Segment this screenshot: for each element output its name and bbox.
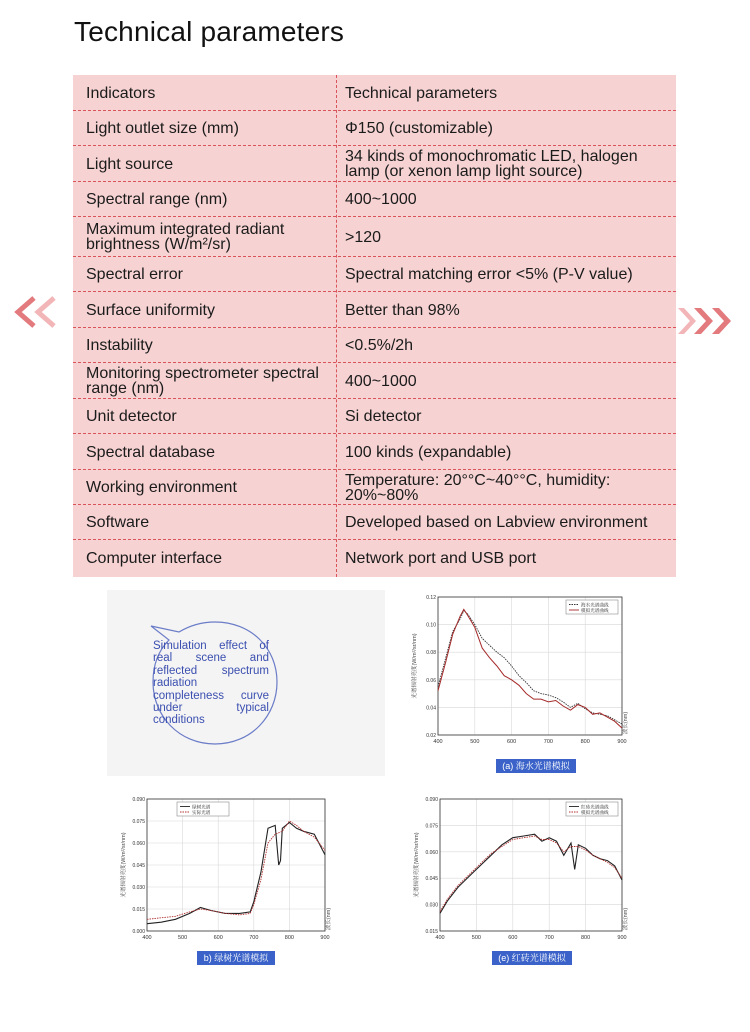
plot-frame xyxy=(440,799,622,931)
chart-red-brick xyxy=(396,793,638,971)
x-tick-label: 500 xyxy=(470,739,480,745)
indicator-label: Light source xyxy=(86,155,174,173)
x-axis-label: 波长(nm) xyxy=(623,711,629,735)
table-row xyxy=(73,146,676,182)
parameter-value: Better than 98% xyxy=(345,301,460,319)
y-tick-label: 0.060 xyxy=(425,849,438,856)
y-axis-label: 光谱辐射亮度(W/m²/sr/nm) xyxy=(121,832,127,898)
x-tick-label: 900 xyxy=(617,935,627,941)
y-tick-label: 0.060 xyxy=(132,841,145,847)
x-tick-label: 600 xyxy=(213,935,223,941)
parameter-value: Φ150 (customizable) xyxy=(345,120,493,137)
x-tick-label: 700 xyxy=(249,935,259,941)
previous-arrows-icon[interactable] xyxy=(14,296,62,328)
series-line xyxy=(440,836,622,912)
green-tree-spectrum-chart xyxy=(107,793,337,951)
y-tick-label: 0.015 xyxy=(132,907,145,913)
parameter-value: 400~1000 xyxy=(345,191,417,208)
legend-label: 绿树光谱 xyxy=(192,804,211,810)
y-tick-label: 0.12 xyxy=(426,595,436,601)
x-tick-label: 600 xyxy=(508,935,518,941)
table-row xyxy=(73,111,676,146)
parameter-value: >120 xyxy=(345,228,382,246)
series-line xyxy=(440,834,622,913)
parameter-value: 400~1000 xyxy=(345,372,417,390)
y-axis-label: 光谱辐射亮度(W/m²/sr/nm) xyxy=(412,633,418,699)
x-tick-label: 900 xyxy=(320,935,330,941)
y-tick-label: 0.090 xyxy=(132,797,145,803)
seawater-spectrum-chart xyxy=(396,591,638,761)
y-tick-label: 0.015 xyxy=(425,929,438,935)
y-tick-label: 0.030 xyxy=(132,885,145,891)
x-tick-label: 700 xyxy=(543,739,553,745)
y-axis-label: 光谱辐射亮度(W/m²/sr/nm) xyxy=(414,832,420,898)
series-line xyxy=(147,823,325,924)
y-tick-label: 0.000 xyxy=(132,929,145,935)
indicator-label: Instability xyxy=(86,337,153,354)
indicator-label: Light outlet size (mm) xyxy=(86,120,239,137)
indicator-label: Unit detector xyxy=(86,408,177,425)
indicator-label: Spectral database xyxy=(86,443,215,461)
y-tick-label: 0.08 xyxy=(426,650,436,657)
y-tick-label: 0.045 xyxy=(132,863,145,869)
x-tick-label: 500 xyxy=(471,935,481,941)
y-tick-label: 0.02 xyxy=(426,733,436,739)
y-tick-label: 0.10 xyxy=(426,622,436,629)
chart-caption: (e) 红砖光谱模拟 xyxy=(492,951,572,965)
x-tick-label: 800 xyxy=(284,935,294,941)
indicator-label: Spectral error xyxy=(86,266,183,283)
table-row xyxy=(73,505,676,540)
parameter-value: Developed based on Labview environment xyxy=(345,514,648,531)
parameter-value: 34 kinds of monochromatic LED, halogen lamp (or xenon lamp light source) xyxy=(345,148,638,180)
table-row xyxy=(73,328,676,363)
table-row xyxy=(73,434,676,470)
next-arrows-icon[interactable] xyxy=(678,306,738,336)
legend-label: 红砖光谱曲线 xyxy=(581,804,609,810)
column-header-parameters: Technical parameters xyxy=(345,84,498,102)
table-row xyxy=(73,292,676,328)
indicator-label: Surface uniformity xyxy=(86,301,215,319)
table-row xyxy=(73,540,676,577)
table-row xyxy=(73,399,676,434)
parameter-value: Network port and USB port xyxy=(345,550,537,567)
y-tick-label: 0.075 xyxy=(425,823,438,830)
page-title: Technical parameters xyxy=(74,16,345,47)
chart-caption: (a) 海水光谱模拟 xyxy=(496,759,576,773)
y-tick-label: 0.030 xyxy=(425,902,438,909)
red-brick-spectrum-chart xyxy=(396,793,638,951)
y-tick-label: 0.04 xyxy=(426,705,436,712)
parameter-value: Si detector xyxy=(345,408,422,425)
indicator-label: Software xyxy=(86,514,150,531)
legend-label: 模拟光谱曲线 xyxy=(581,607,609,613)
series-line xyxy=(438,609,622,728)
indicator-label: Spectral range (nm) xyxy=(86,191,228,208)
x-axis-label: 波长(nm) xyxy=(623,907,629,931)
x-axis-label: 波长(nm) xyxy=(326,907,332,931)
parameter-value: Temperature: 20°°C~40°°C, humidity: 20%~80% xyxy=(345,471,611,504)
x-tick-label: 500 xyxy=(178,935,188,941)
simulation-note-text: Simulation effect of real scene and reflected spectrum radiation completeness curve under typical conditions xyxy=(153,640,269,727)
series-line xyxy=(438,611,622,724)
chart-caption: b) 绿树光谱模拟 xyxy=(197,951,275,965)
x-tick-label: 800 xyxy=(580,739,590,745)
table-row xyxy=(73,470,676,505)
y-tick-label: 0.06 xyxy=(426,677,436,684)
legend-label: 实际光谱 xyxy=(192,809,211,815)
indicator-label: Monitoring spectrometer spectral range (nm) xyxy=(86,365,319,397)
legend-label: 海水光谱曲线 xyxy=(581,602,609,608)
indicator-label: Computer interface xyxy=(86,550,223,567)
table-row xyxy=(73,75,676,111)
indicator-label: Working environment xyxy=(86,479,237,496)
x-tick-label: 600 xyxy=(507,739,517,745)
spec-table xyxy=(73,75,676,577)
parameter-value: <0.5%/2h xyxy=(345,337,414,354)
x-tick-label: 700 xyxy=(544,935,554,941)
x-tick-label: 900 xyxy=(617,739,627,745)
table-row xyxy=(73,217,676,257)
y-tick-label: 0.090 xyxy=(425,797,438,803)
table-row xyxy=(73,257,676,292)
chart-seawater xyxy=(396,591,638,777)
indicator-label: Maximum integrated radiant brightness (W/m²/sr) xyxy=(86,221,285,253)
series-line xyxy=(147,821,325,919)
x-tick-label: 400 xyxy=(142,935,152,941)
x-tick-label: 800 xyxy=(581,935,591,941)
x-tick-label: 400 xyxy=(433,739,443,745)
parameter-value: Spectral matching error <5% (P-V value) xyxy=(345,266,633,283)
table-row xyxy=(73,363,676,399)
legend-label: 模拟光谱曲线 xyxy=(581,809,609,815)
chart-green-tree xyxy=(107,793,337,971)
y-tick-label: 0.075 xyxy=(132,819,145,825)
column-header-indicators: Indicators xyxy=(86,84,156,102)
table-row xyxy=(73,182,676,217)
y-tick-label: 0.045 xyxy=(425,876,438,883)
x-tick-label: 400 xyxy=(435,935,445,941)
parameter-value: 100 kinds (expandable) xyxy=(345,443,512,461)
